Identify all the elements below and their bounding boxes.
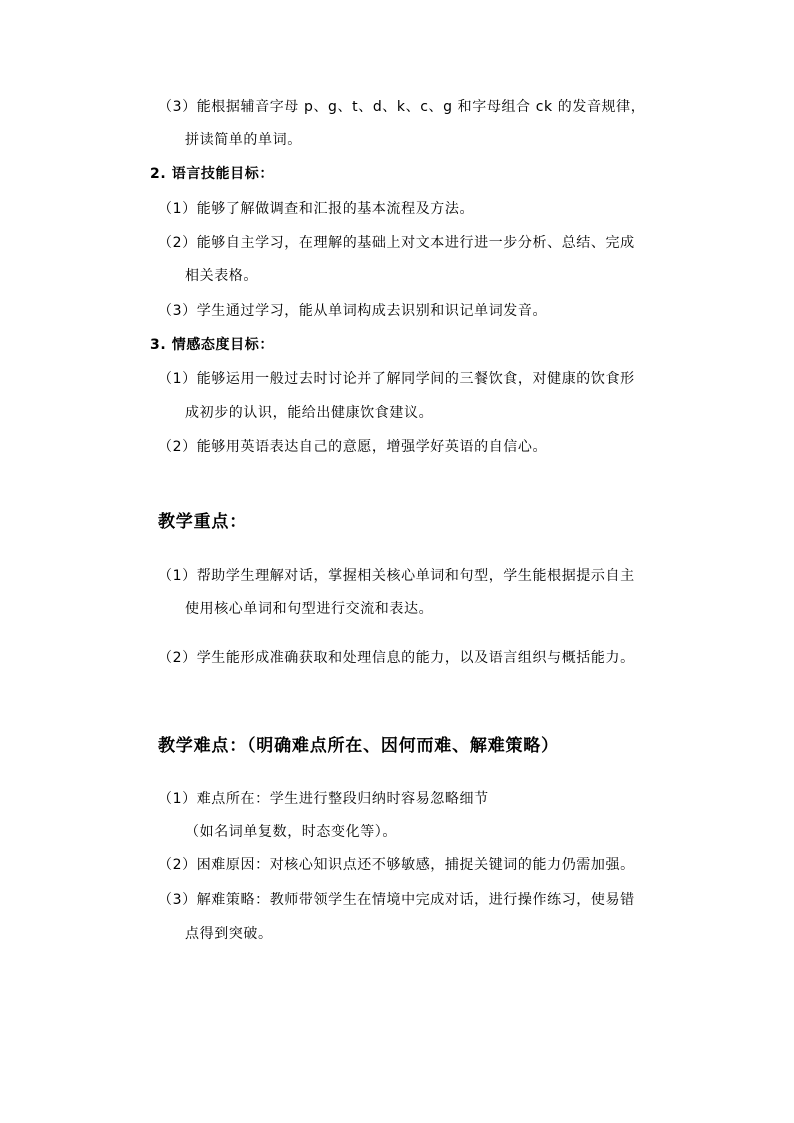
- language-skills-item-2-line-2: 相关表格。: [185, 268, 258, 284]
- language-skills-heading: 2. 语言技能目标：: [150, 166, 274, 182]
- difficulties-item-2: （2）困难原因：对核心知识点还不够敏感，捕捉关键词的能力仍需加强。: [158, 857, 635, 873]
- key-points-item-1-line-2: 使用核心单词和句型进行交流和表达。: [185, 601, 434, 617]
- difficulties-item-1-line-2: （如名词单复数，时态变化等）。: [185, 824, 397, 840]
- key-points-heading: 教学重点：: [158, 512, 247, 532]
- difficulties-item-3-line-2: 点得到突破。: [185, 926, 273, 942]
- key-points-item-2: （2）学生能形成准确获取和处理信息的能力，以及语言组织与概括能力。: [158, 650, 635, 666]
- language-skills-item-3: （3）学生通过学习，能从单词构成去识别和识记单词发音。: [158, 303, 548, 319]
- objective-item-3-line-1: （3）能根据辅音字母 p、g、t、d、k、c、g 和字母组合 ck 的发音规律，: [158, 99, 646, 115]
- emotional-attitude-heading: 3. 情感态度目标：: [150, 337, 274, 353]
- emotional-attitude-item-1-line-1: （1）能够运用一般过去时讨论并了解同学间的三餐饮食，对健康的饮食形: [158, 371, 635, 387]
- language-skills-item-2-line-1: （2）能够自主学习，在理解的基础上对文本进行进一步分析、总结、完成: [158, 235, 635, 251]
- emotional-attitude-item-1-line-2: 成初步的认识，能给出健康饮食建议。: [185, 405, 434, 421]
- objective-item-3-line-2: 拼读简单的单词。: [185, 132, 302, 148]
- language-skills-item-1: （1）能够了解做调查和汇报的基本流程及方法。: [158, 201, 475, 217]
- difficulties-item-3-line-1: （3）解难策略：教师带领学生在情境中完成对话，进行操作练习，使易错: [158, 892, 635, 908]
- key-points-item-1-line-1: （1）帮助学生理解对话，掌握相关核心单词和句型，学生能根据提示自主: [158, 568, 635, 584]
- emotional-attitude-item-2: （2）能够用英语表达自己的意愿，增强学好英语的自信心。: [158, 439, 548, 455]
- difficulties-item-1-line-1: （1）难点所在：学生进行整段归纳时容易忽略细节: [158, 791, 489, 807]
- difficulties-heading: 教学难点：（明确难点所在、因何而难、解难策略）: [158, 736, 559, 756]
